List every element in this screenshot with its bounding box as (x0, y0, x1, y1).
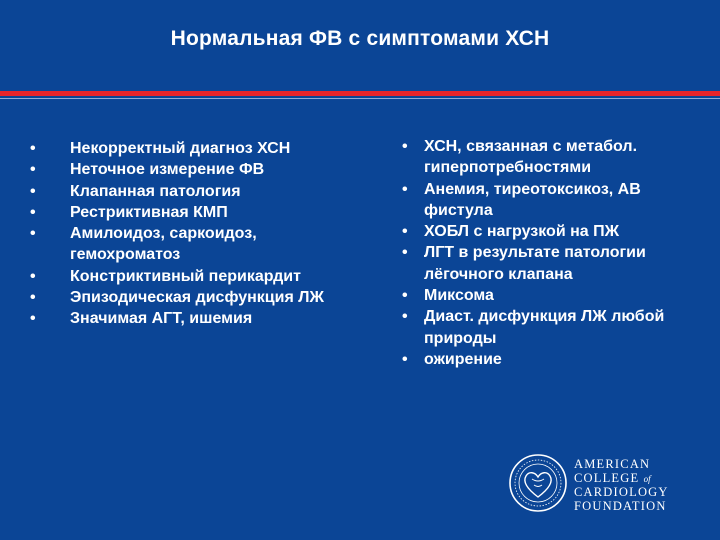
heart-seal-icon (508, 453, 568, 513)
list-item: • Констриктивный перикардит (45, 266, 355, 287)
list-item: • ХОБЛ с нагрузкой на ПЖ (402, 221, 702, 242)
list-item: • Рестриктивная КМП (45, 202, 355, 223)
list-item: • Диаст. дисфункция ЛЖ любой природы (402, 306, 702, 349)
list-item: • Значимая АГТ, ишемия (45, 308, 355, 329)
thin-divider (0, 98, 720, 99)
list-item: • Неточное измерение ФВ (45, 159, 355, 180)
slide-title: Нормальная ФВ с симптомами ХСН (170, 27, 550, 50)
list-item: • ЛГТ в результате патологии лёгочного клапана (402, 242, 702, 285)
left-bullet-list (45, 138, 355, 330)
list-item: • ХСН, связанная с метабол. гиперпотребностями (402, 136, 702, 179)
accent-divider (0, 91, 720, 96)
list-item: • Анемия, тиреотоксикоз, АВ фистула (402, 179, 702, 222)
logo-wordmark (574, 458, 669, 513)
list-item: • Клапанная патология (45, 181, 355, 202)
list-item: • ожирение (402, 349, 702, 370)
list-item: • Эпизодическая дисфункция ЛЖ (45, 287, 355, 308)
acc-foundation-logo (508, 453, 688, 515)
logo-line: CARDIOLOGY (574, 485, 669, 499)
logo-line: AMERICAN (574, 457, 651, 471)
right-bullet-list (402, 136, 702, 370)
list-item: • Некорректный диагноз ХСН (45, 138, 355, 159)
logo-line (574, 472, 669, 487)
logo-line-of: of (643, 473, 651, 484)
logo-line-college: COLLEGE (574, 470, 640, 485)
logo-line: FOUNDATION (574, 498, 667, 513)
list-item: • Миксома (402, 285, 702, 306)
list-item: • Амилоидоз, саркоидоз, гемохроматоз (45, 223, 355, 266)
